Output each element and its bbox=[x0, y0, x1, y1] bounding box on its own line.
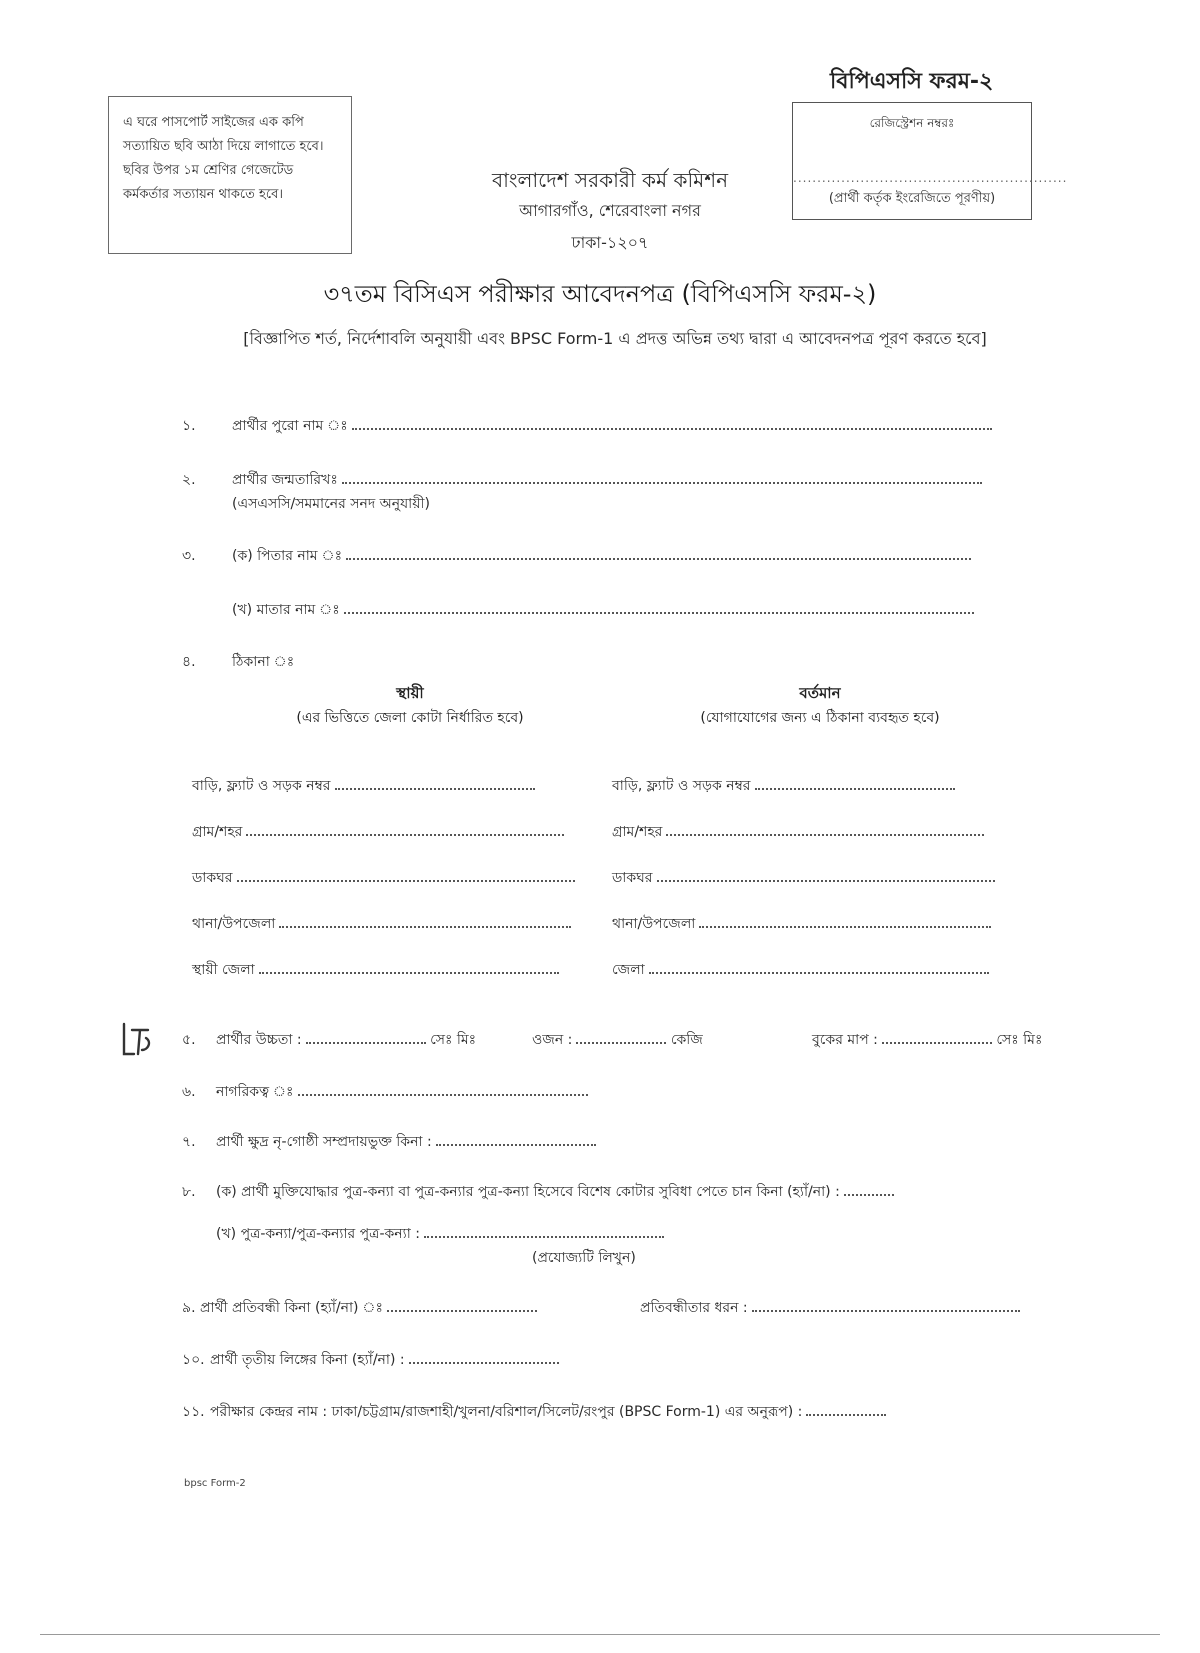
pres-village-label: গ্রাম/শহর bbox=[612, 824, 663, 840]
weight-unit: কেজি bbox=[670, 1032, 703, 1048]
registration-note: (প্রার্থী কর্তৃক ইংরেজিতে পূরণীয়) bbox=[828, 191, 996, 206]
ethnic-label: প্রার্থী ক্ষুদ্র নৃ-গোষ্ঠী সম্প্রদায়ভুক্ত কিনা : bbox=[216, 1134, 432, 1150]
perm-postoffice-input[interactable] bbox=[237, 879, 575, 882]
mother-name-label: (খ) মাতার নাম ঃ bbox=[232, 602, 340, 618]
perm-district-field[interactable] bbox=[192, 958, 559, 982]
org-name: বাংলাদেশ সরকারী কর্ম কমিশন bbox=[491, 168, 729, 192]
pres-district-label: জেলা bbox=[612, 962, 645, 978]
pres-postoffice-field[interactable] bbox=[612, 866, 995, 890]
field-number: ১০. bbox=[182, 1352, 205, 1368]
full-name-label: প্রার্থীর পুরো নাম ঃ bbox=[232, 418, 348, 434]
full-name-field[interactable] bbox=[232, 414, 992, 438]
field-number: ৮. bbox=[182, 1184, 196, 1200]
instruction-text: [বিজ্ঞাপিত শর্ত, নির্দেশাবলি অনুযায়ী এবং BPSC Form-1 এ প্রদত্ত অভিন্ন তথ্য দ্বারা এ আবেদনপত্র পূরণ করতে হবে] bbox=[243, 329, 987, 348]
field-number: ৩. bbox=[182, 548, 196, 564]
field-number: ৯. bbox=[182, 1300, 196, 1316]
citizenship-label: নাগরিকত্ব ঃ bbox=[216, 1084, 294, 1100]
initials-mark bbox=[118, 1020, 158, 1060]
pres-postoffice-label: ডাকঘর bbox=[612, 870, 653, 886]
father-name-field[interactable] bbox=[232, 544, 971, 568]
address-label: ঠিকানা ঃ bbox=[232, 654, 295, 670]
pres-district-field[interactable] bbox=[612, 958, 989, 982]
perm-house-label: বাড়ি, ফ্ল্যাট ও সড়ক নম্বর bbox=[192, 778, 331, 794]
height-field[interactable] bbox=[216, 1028, 476, 1052]
field-number: ২. bbox=[182, 472, 196, 488]
perm-district-input[interactable] bbox=[259, 971, 559, 974]
birth-date-note: (এসএসসি/সমমানের সনদ অনুযায়ী) bbox=[232, 496, 430, 512]
height-input[interactable] bbox=[306, 1041, 426, 1044]
disability-field[interactable] bbox=[200, 1296, 537, 1320]
page-edge-line bbox=[40, 1634, 1160, 1635]
present-note: (যোগাযোগের জন্য এ ঠিকানা ব্যবহৃত হবে) bbox=[700, 710, 940, 726]
chest-unit: সেঃ মিঃ bbox=[996, 1032, 1043, 1048]
perm-village-label: গ্রাম/শহর bbox=[192, 824, 243, 840]
photo-box[interactable] bbox=[108, 96, 352, 254]
photo-instruction: এ ঘরে পাসপোর্ট সাইজের এক কপি সত্যায়িত ছবি আঠা দিয়ে লাগাতে হবে। ছবির উপর ১ম শ্রেণির গেজেটেড কর্মকর্তার সত্যায়ন থাকতে হবে। bbox=[123, 115, 324, 202]
ethnic-input[interactable] bbox=[436, 1143, 596, 1146]
disability-input[interactable] bbox=[387, 1309, 537, 1312]
exam-center-label: পরীক্ষার কেন্দ্রর নাম : ঢাকা/চট্টগ্রাম/রাজশাহী/খুলনা/বরিশাল/সিলেট/রংপুর (BPSC Form-1) এর অনুরূপ) : bbox=[210, 1404, 803, 1420]
pres-district-input[interactable] bbox=[649, 971, 989, 974]
chest-input[interactable] bbox=[882, 1041, 992, 1044]
registration-box[interactable] bbox=[792, 102, 1068, 220]
pres-house-field[interactable] bbox=[612, 774, 955, 798]
freedom-fighter-field[interactable] bbox=[216, 1180, 894, 1204]
footer-code: bpsc Form-2 bbox=[184, 1478, 246, 1489]
disability-type-field[interactable] bbox=[640, 1296, 1020, 1320]
registration-label: রেজিস্ট্রেশন নম্বরঃ bbox=[869, 116, 955, 130]
birth-date-input[interactable] bbox=[342, 481, 982, 484]
third-gender-input[interactable] bbox=[409, 1361, 559, 1364]
org-city: ঢাকা-১২০৭ bbox=[571, 233, 649, 252]
mother-name-input[interactable] bbox=[344, 611, 974, 614]
full-name-input[interactable] bbox=[352, 427, 992, 430]
permanent-note: (এর ভিত্তিতে জেলা কোটা নির্ধারিত হবে) bbox=[296, 710, 524, 726]
height-unit: সেঃ মিঃ bbox=[430, 1032, 477, 1048]
third-gender-field[interactable] bbox=[210, 1348, 559, 1372]
perm-house-field[interactable] bbox=[192, 774, 535, 798]
citizenship-input[interactable] bbox=[298, 1093, 588, 1096]
perm-house-input[interactable] bbox=[335, 787, 535, 790]
field-number: ১. bbox=[182, 418, 196, 434]
field-number: ১১. bbox=[182, 1404, 205, 1420]
field-number: ৬. bbox=[182, 1084, 196, 1100]
permanent-title: স্থায়ী bbox=[396, 684, 424, 702]
third-gender-label: প্রার্থী তৃতীয় লিঙ্গের কিনা (হ্যাঁ/না) : bbox=[210, 1352, 405, 1368]
citizenship-field[interactable] bbox=[216, 1080, 588, 1104]
registration-input[interactable]: ......................................................... bbox=[793, 171, 1068, 185]
perm-thana-input[interactable] bbox=[279, 925, 571, 928]
weight-label: ওজন : bbox=[532, 1032, 573, 1048]
perm-postoffice-label: ডাকঘর bbox=[192, 870, 233, 886]
perm-postoffice-field[interactable] bbox=[192, 866, 575, 890]
form-tag: বিপিএসসি ফরম-২ bbox=[830, 69, 994, 94]
chest-field[interactable] bbox=[812, 1028, 1042, 1052]
relation-note: (প্রযোজ্যটি লিখুন) bbox=[532, 1250, 636, 1266]
field-number: ৭. bbox=[182, 1134, 196, 1150]
disability-type-label: প্রতিবন্ধীতার ধরন : bbox=[640, 1300, 748, 1316]
weight-field[interactable] bbox=[532, 1028, 703, 1052]
org-address: আগারগাঁও, শেরেবাংলা নগর bbox=[519, 201, 701, 220]
relation-label: (খ) পুত্র-কন্যা/পুত্র-কন্যার পুত্র-কন্যা : bbox=[216, 1226, 420, 1242]
disability-label: প্রার্থী প্রতিবন্ধী কিনা (হ্যাঁ/না) ঃ bbox=[200, 1300, 383, 1316]
pres-thana-input[interactable] bbox=[699, 925, 991, 928]
birth-date-label: প্রার্থীর জন্মতারিখঃ bbox=[232, 472, 338, 488]
ethnic-field[interactable] bbox=[216, 1130, 596, 1154]
field-number: ৫. bbox=[182, 1032, 196, 1048]
exam-center-field[interactable] bbox=[210, 1400, 886, 1424]
relation-input[interactable] bbox=[424, 1235, 664, 1238]
father-name-input[interactable] bbox=[346, 557, 971, 560]
field-number: ৪. bbox=[182, 654, 196, 670]
freedom-fighter-label: (ক) প্রার্থী মুক্তিযোদ্ধার পুত্র-কন্যা বা পুত্র-কন্যার পুত্র-কন্যা হিসেবে বিশেষ কোটার সুবিধা পেতে চান কিনা (হ্যাঁ/না) : bbox=[216, 1184, 840, 1200]
exam-center-input[interactable] bbox=[806, 1413, 886, 1416]
relation-field[interactable] bbox=[216, 1222, 664, 1246]
birth-date-field[interactable] bbox=[232, 468, 982, 492]
pres-thana-label: থানা/উপজেলা bbox=[612, 916, 696, 932]
perm-village-field[interactable] bbox=[192, 820, 564, 844]
mother-name-field[interactable] bbox=[232, 598, 974, 622]
freedom-fighter-input[interactable] bbox=[844, 1193, 894, 1196]
page-title: ৩৭তম বিসিএস পরীক্ষার আবেদনপত্র (বিপিএসসি ফরম-২) bbox=[323, 280, 877, 308]
pres-thana-field[interactable] bbox=[612, 912, 991, 936]
perm-thana-label: থানা/উপজেলা bbox=[192, 916, 276, 932]
perm-district-label: স্থায়ী জেলা bbox=[192, 962, 255, 978]
pres-house-input[interactable] bbox=[755, 787, 955, 790]
disability-type-input[interactable] bbox=[752, 1309, 1020, 1312]
weight-input[interactable] bbox=[576, 1041, 666, 1044]
pres-village-field[interactable] bbox=[612, 820, 984, 844]
pres-postoffice-input[interactable] bbox=[657, 879, 995, 882]
perm-thana-field[interactable] bbox=[192, 912, 571, 936]
perm-village-input[interactable] bbox=[246, 833, 564, 836]
pres-house-label: বাড়ি, ফ্ল্যাট ও সড়ক নম্বর bbox=[612, 778, 751, 794]
pres-village-input[interactable] bbox=[666, 833, 984, 836]
father-name-label: (ক) পিতার নাম ঃ bbox=[232, 548, 343, 564]
chest-label: বুকের মাপ : bbox=[812, 1032, 878, 1048]
height-label: প্রার্থীর উচ্চতা : bbox=[216, 1032, 302, 1048]
present-title: বর্তমান bbox=[799, 684, 841, 702]
